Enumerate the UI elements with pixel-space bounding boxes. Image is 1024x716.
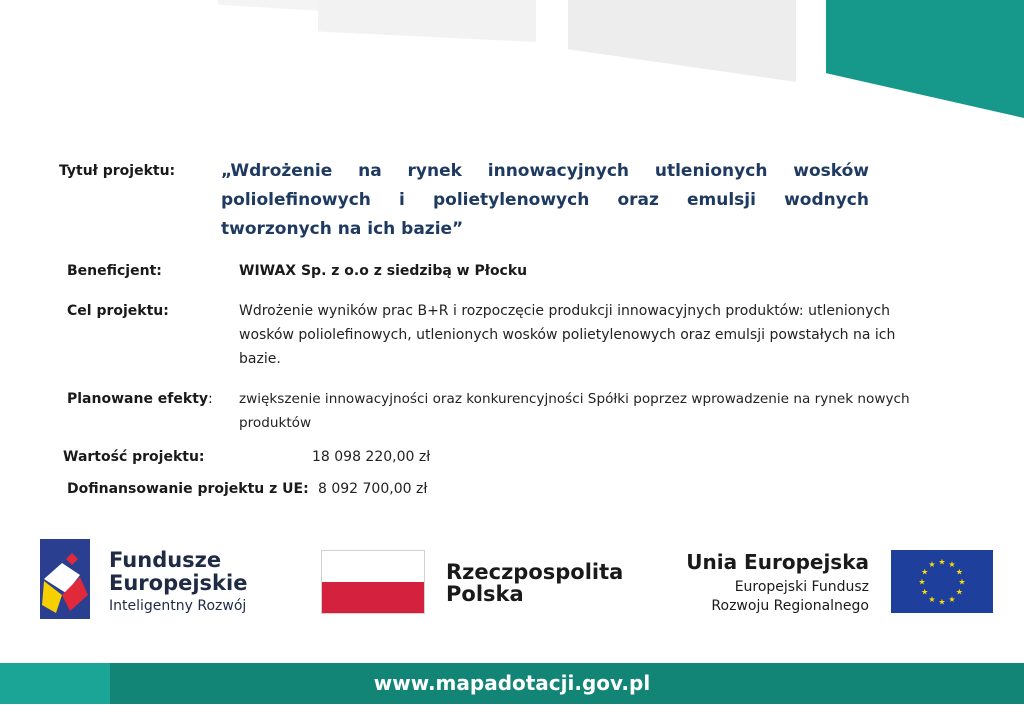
fundusze-europejskie-logo-icon bbox=[40, 539, 90, 619]
footer-url[interactable]: www.mapadotacji.gov.pl bbox=[373, 671, 651, 695]
polish-flag-icon bbox=[321, 550, 425, 614]
goal-label: Cel projektu: bbox=[67, 303, 169, 319]
project-value-label: Wartość projektu: bbox=[63, 449, 205, 465]
svg-text:★: ★ bbox=[958, 577, 966, 587]
svg-text:★: ★ bbox=[918, 577, 926, 587]
rp-logo-text bbox=[446, 561, 623, 605]
ue-logo-line3: Rozwoju Regionalnego bbox=[711, 598, 869, 614]
funding-label: Dofinansowanie projektu z UE: bbox=[67, 481, 309, 497]
header-decor-teal bbox=[826, 0, 1024, 118]
fe-logo-line3: Inteligentny Rozwój bbox=[109, 598, 247, 614]
beneficiary-value: WIWAX Sp. z o.o z siedzibą w Płocku bbox=[239, 263, 528, 279]
header-decor-grey-right bbox=[568, 0, 796, 82]
ue-logo-title: Unia Europejska bbox=[686, 550, 869, 574]
project-value-amount: 18 098 220,00 zł bbox=[312, 449, 431, 465]
svg-text:★: ★ bbox=[948, 594, 956, 604]
project-title: „Wdrożenie na rynek innowacyjnych utlenionych wosków poliolefinowych i polietylenowych oraz emulsji wodnych tworzonych na ich bazie” bbox=[221, 161, 869, 239]
effects-value: zwiększenie innowacyjności oraz konkurencyjności Spółki poprzez wprowadzenie na rynek nowych produktów bbox=[239, 391, 910, 431]
svg-text:★: ★ bbox=[955, 587, 963, 597]
eu-flag-icon bbox=[891, 550, 993, 613]
rp-logo-line1: Rzeczpospolita bbox=[446, 560, 624, 584]
funding-amount: 8 092 700,00 zł bbox=[318, 481, 428, 497]
header-decor-grey-left bbox=[318, 0, 536, 42]
svg-text:★: ★ bbox=[928, 560, 936, 570]
title-label: Tytuł projektu: bbox=[59, 163, 176, 179]
effects-label-text: Planowane efekty bbox=[67, 391, 209, 407]
fe-logo-line1: Fundusze bbox=[109, 548, 222, 572]
effects-label-colon: : bbox=[208, 391, 213, 407]
rp-logo-line2: Polska bbox=[446, 582, 524, 606]
svg-text:★: ★ bbox=[938, 597, 946, 607]
svg-text:★: ★ bbox=[948, 560, 956, 570]
svg-text:★: ★ bbox=[928, 594, 936, 604]
ue-logo-subtitle bbox=[711, 578, 869, 616]
fe-logo-text bbox=[109, 549, 247, 595]
beneficiary-label: Beneficjent: bbox=[67, 263, 162, 279]
svg-text:★: ★ bbox=[955, 567, 963, 577]
effects-label bbox=[67, 391, 213, 407]
svg-text:★: ★ bbox=[938, 557, 946, 567]
goal-value: Wdrożenie wyników prac B+R i rozpoczęcie produkcji innowacyjnych produktów: utlenionych wosków poliolefinowych, utlenionych wosków polietylenowych oraz emulsji powstałych na ich bazie. bbox=[239, 303, 896, 367]
svg-text:★: ★ bbox=[921, 567, 929, 577]
fe-logo-line2: Europejskie bbox=[109, 571, 248, 595]
ue-logo-line2: Europejski Fundusz bbox=[734, 579, 869, 595]
svg-text:★: ★ bbox=[921, 587, 929, 597]
